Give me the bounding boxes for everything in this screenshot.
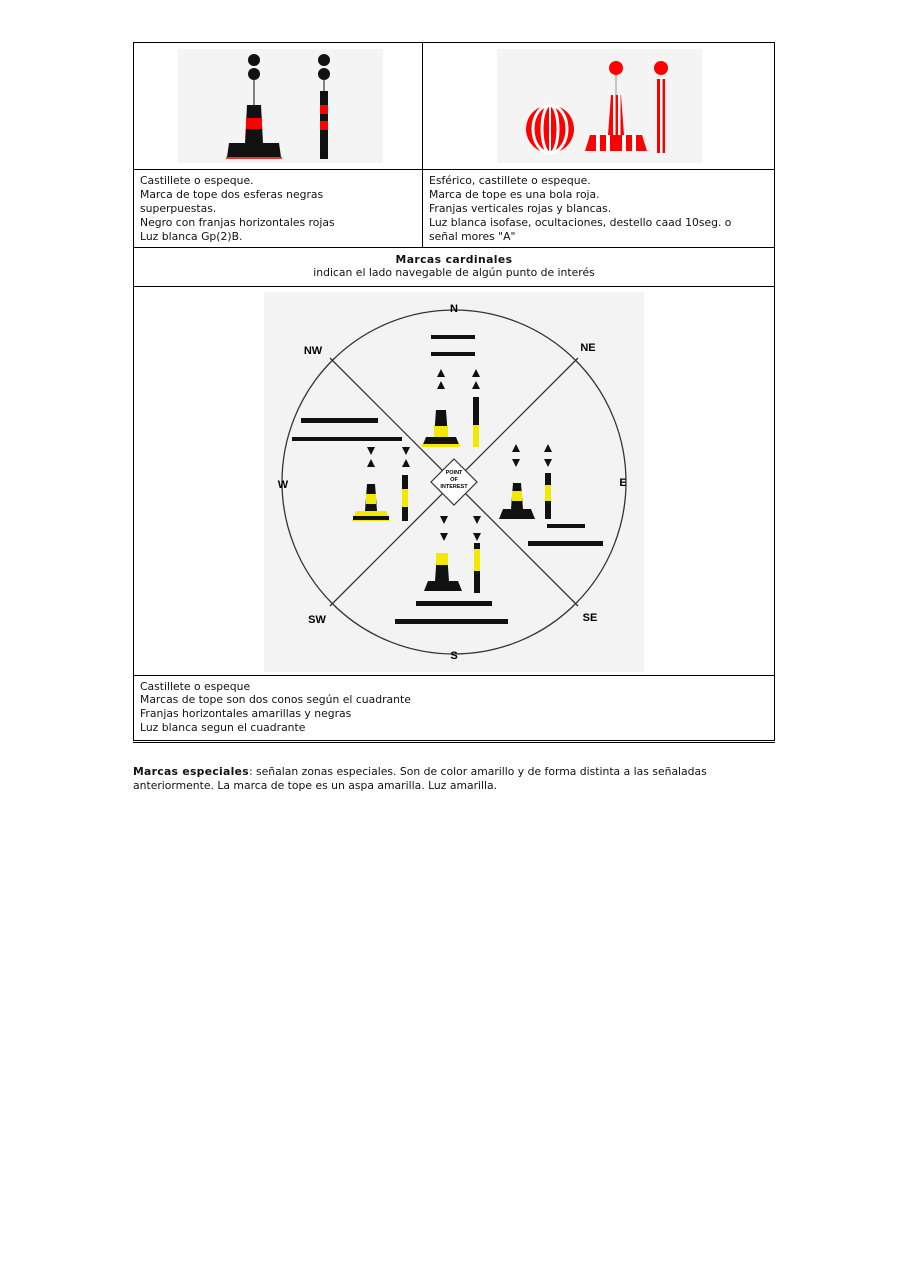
desc-line: Franjas verticales rojas y blancas. [429, 201, 612, 215]
desc-line: superpuestas. [140, 201, 217, 215]
compass-label-e: E [619, 476, 627, 489]
cardinal-compass-cell [134, 286, 775, 675]
isolated-danger-description [134, 170, 423, 248]
compass-label-w: W [277, 478, 289, 491]
isolated-danger-buoy-image [134, 43, 422, 169]
safe-water-buoy-image [423, 43, 773, 169]
compass-label-s: S [450, 649, 458, 662]
safe-water-description [423, 170, 775, 248]
cardinal-desc-line: Marcas de tope son dos conos según el cuadrante [140, 693, 411, 707]
compass-label-sw: SW [308, 613, 326, 626]
compass-label-se: SE [582, 611, 598, 624]
center-label-line: INTEREST [440, 483, 468, 490]
cardinal-description [134, 675, 775, 741]
special-marks-paragraph [133, 765, 773, 793]
cardinal-header [134, 247, 775, 286]
desc-line: Negro con franjas horizontales rojas [140, 215, 335, 229]
center-label-line: POINT [445, 469, 463, 476]
desc-line: señal mores "A" [429, 229, 516, 243]
cardinal-desc-line: Luz blanca segun el cuadrante [140, 721, 306, 735]
desc-line: Marca de tope dos esferas negras [140, 187, 324, 201]
cardinal-desc-line: Franjas horizontales amarillas y negras [140, 707, 352, 721]
cardinal-title: Marcas cardinales [395, 252, 513, 266]
cardinal-compass-diagram [134, 287, 774, 675]
image-cell-safe-water [423, 43, 775, 170]
image-cell-isolated-danger [134, 43, 423, 170]
compass-label-n: N [450, 302, 458, 315]
desc-line: Castillete o espeque. [140, 174, 254, 187]
desc-line: Luz blanca Gp(2)B. [140, 229, 243, 243]
desc-line: Luz blanca isofase, ocultaciones, destello caad 10seg. o [429, 215, 732, 229]
cardinal-desc-line: Castillete o espeque [140, 679, 251, 693]
special-marks-text: : señalan zonas especiales. Son de color amarillo y de forma distinta a las señaladas anteriormente. La marca de tope es un aspa amarilla. Luz amarilla. [133, 765, 707, 792]
compass-label-ne: NE [580, 341, 596, 354]
special-marks-label: Marcas especiales [133, 765, 249, 778]
desc-line: Marca de tope es una bola roja. [429, 187, 600, 201]
center-label-line: OF [450, 476, 458, 483]
buoy-table [133, 42, 775, 743]
compass-label-nw: NW [303, 344, 323, 357]
document-body [133, 42, 775, 743]
desc-line: Esférico, castillete o espeque. [429, 174, 591, 187]
cardinal-subtitle: indican el lado navegable de algún punto de interés [313, 266, 595, 280]
